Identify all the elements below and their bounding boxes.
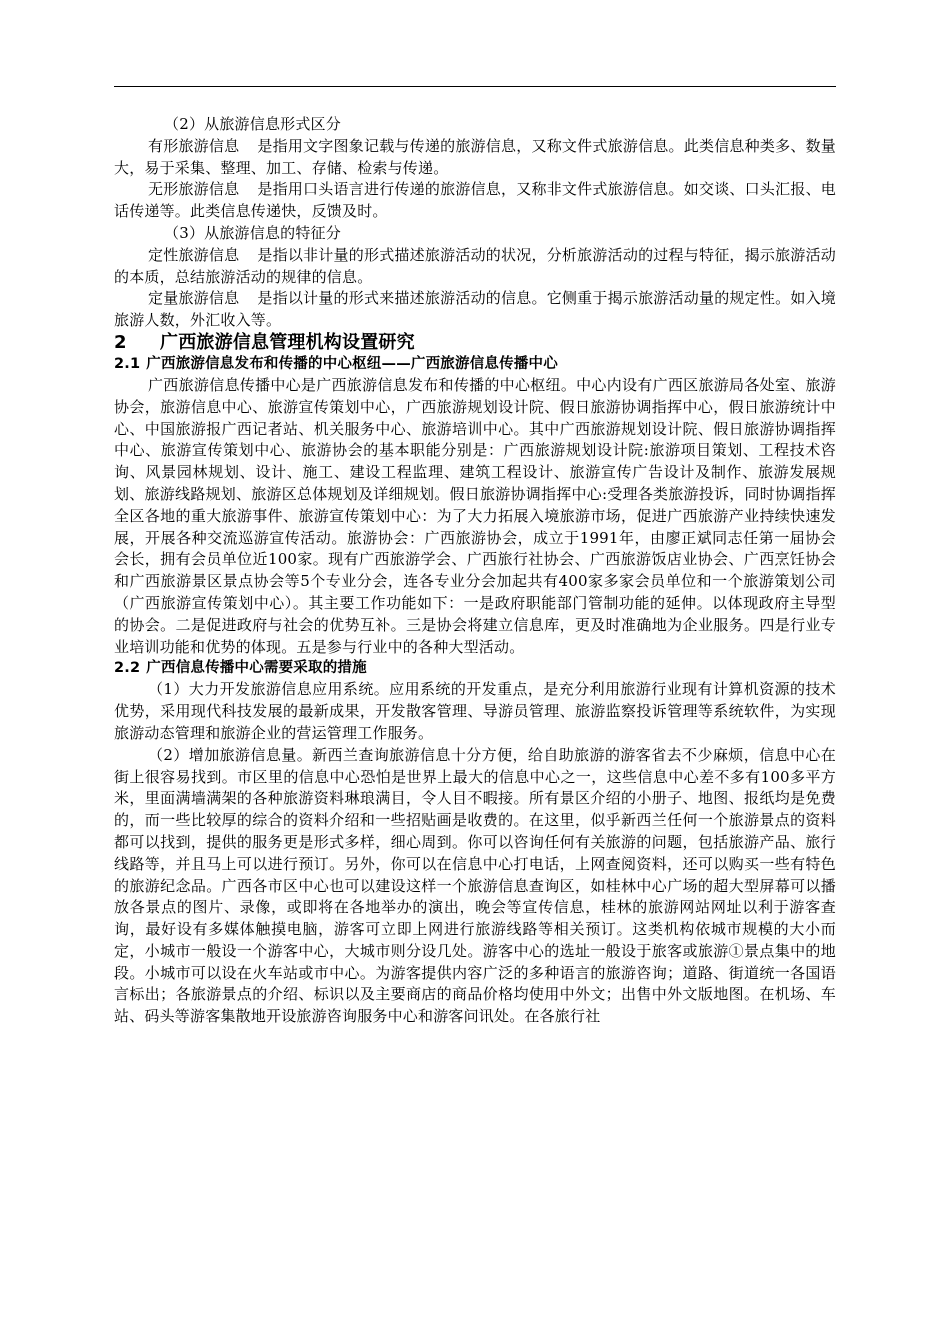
subsection-title: （2）从旅游信息形式区分 <box>164 115 341 133</box>
paragraph-measure-2: （2）增加旅游信息量。新西兰查询旅游信息十分方便，给自助旅游的游客省去不少麻烦，信息中心在街上很容易找到。市区里的信息中心恐怕是世界上最大的信息中心之一，这些信息中心差不多有100多平方米，里面满墙满架的各种旅游资料琳琅满目，令人目不暇接。所有景区介绍的小册子、地图、报纸均是免费的，而一些比较厚的综合的资料介绍和一些招贴画是收费的。在这里，似乎新西兰任何一个旅游景点的资料都可以找到，提供的服务更是形式多样，细心周到。你可以咨询任何有关旅游的问题，包括旅游产品、旅行线路等，并且马上可以进行预订。另外，你可以在信息中心打电话，上网查阅资料，还可以购买一些有特色的旅游纪念品。广西各市区中心也可以建设这样一个旅游信息查询区，如桂林中心广场的超大型屏幕可以播放各景点的图片、录像，或即将在各地举办的演出，晚会等宣传信息，桂林的旅游网站网址以利于游客查询，最好设有多媒体触摸电脑，游客可立即上网进行旅游线路等相关预订。这类机构依城市规模的大小而定，小城市一般设一个游客中心，大城市则分设几处。游客中心的选址一般设于旅客或旅游①景点集中的地段。小城市可以设在火车站或市中心。为游客提供内容广泛的多种语言的旅游咨询；道路、街道统一各国语言标出；各旅游景点的介绍、标识以及主要商店的商品价格均使用中外文；出售中外文版地图。在机场、车站、码头等游客集散地开设旅游咨询服务中心和游客问讯处。在各旅行社 <box>114 745 836 1026</box>
term-tangible: 有形旅游信息 <box>148 136 240 155</box>
section-heading <box>114 658 836 679</box>
term-qualitative: 定性旅游信息 <box>148 245 240 264</box>
chapter-number: 2 <box>114 331 127 353</box>
paragraph-center-overview: 广西旅游信息传播中心是广西旅游信息发布和传播的中心枢纽。中心内设有广西区旅游局各处室、旅游协会，旅游信息中心、旅游宣传策划中心，广西旅游规划设计院、假日旅游协调指挥中心，假日旅游统计中心、中国旅游报广西记者站、机关服务中心、旅游培训中心。其中广西旅游规划设计院、假日旅游协调指挥中心、旅游宣传策划中心、旅游协会的基本职能分别是：广西旅游规划设计院:旅游项目策划、工程技术咨询、风景园林规划、设计、施工、建设工程监理、建筑工程设计、旅游宣传广告设计及制作、旅游发展规划、旅游线路规划、旅游区总体规划及详细规划。假日旅游协调指挥中心:受理各类旅游投诉，同时协调指挥全区各地的重大旅游事件、旅游宣传策划中心：为了大力拓展入境旅游市场，促进广西旅游产业持续快速发展，开展各种交流巡游宣传活动。旅游协会：广西旅游协会，成立于1991年，由廖正斌同志任第一届协会会长，拥有会员单位近100家。现有广西旅游学会、广西旅行社协会、广西旅游饭店业协会、广西烹饪协会和广西旅游景区景点协会等5个专业分会，连各专业分会加起共有400家多家会员单位和一个旅游策划公司（广西旅游宣传策划中心）。其主要工作功能如下：一是政府职能部门管制功能的延伸。以体现政府主导型的协会。二是促进政府与社会的优势互补。三是协会将建立信息库，更及时准确地为企业服务。四是行业专业培训功能和优势的体现。五是参与行业中的各种大型活动。 <box>114 375 836 656</box>
paragraph-tangible <box>114 136 836 180</box>
paragraph-intangible <box>114 179 836 223</box>
text-tangible: 是指用文字图象记载与传递的旅游信息，又称文件式旅游信息。此类信息种类多、数量大，易于采集、整理、加工、存储、检索与传递。 <box>114 136 837 177</box>
subsection-title: （3）从旅游信息的特征分 <box>164 223 341 242</box>
document-body <box>114 114 836 1028</box>
chapter-title: 广西旅游信息管理机构设置研究 <box>160 331 415 353</box>
section-number: 2.2 <box>114 660 141 677</box>
term-intangible: 无形旅游信息 <box>148 180 240 199</box>
section-number: 2.1 <box>114 355 141 372</box>
paragraph-qualitative <box>114 245 836 289</box>
section-title: 广西旅游信息发布和传播的中心枢纽——广西旅游信息传播中心 <box>146 355 558 372</box>
text-qualitative: 是指以非计量的形式描述旅游活动的状况，分析旅游活动的过程与特征，揭示旅游活动的本质，总结旅游活动的规律的信息。 <box>114 245 837 286</box>
section-title: 广西信息传播中心需要采取的措施 <box>146 660 367 677</box>
paragraph-measure-1: （1）大力开发旅游信息应用系统。应用系统的开发重点，是充分利用旅游行业现有计算机资源的技术优势，采用现代科技发展的最新成果，开发散客管理、导游员管理、旅游监察投诉管理等系统软件，为实现旅游动态管理和旅游企业的营运管理工作服务。 <box>114 680 836 742</box>
text-quantitative: 是指以计量的形式来描述旅游活动的信息。它侧重于揭示旅游活动量的规定性。如入境旅游人数，外汇收入等。 <box>114 289 837 330</box>
term-quantitative: 定量旅游信息 <box>148 289 240 308</box>
chapter-heading <box>114 332 836 354</box>
text-intangible: 是指用口头语言进行传递的旅游信息，又称非文件式旅游信息。如交谈、口头汇报、电话传递等。此类信息传递快，反馈及时。 <box>114 180 837 221</box>
section-heading <box>114 354 836 375</box>
header-rule <box>114 86 836 87</box>
paragraph-quantitative <box>114 288 836 332</box>
